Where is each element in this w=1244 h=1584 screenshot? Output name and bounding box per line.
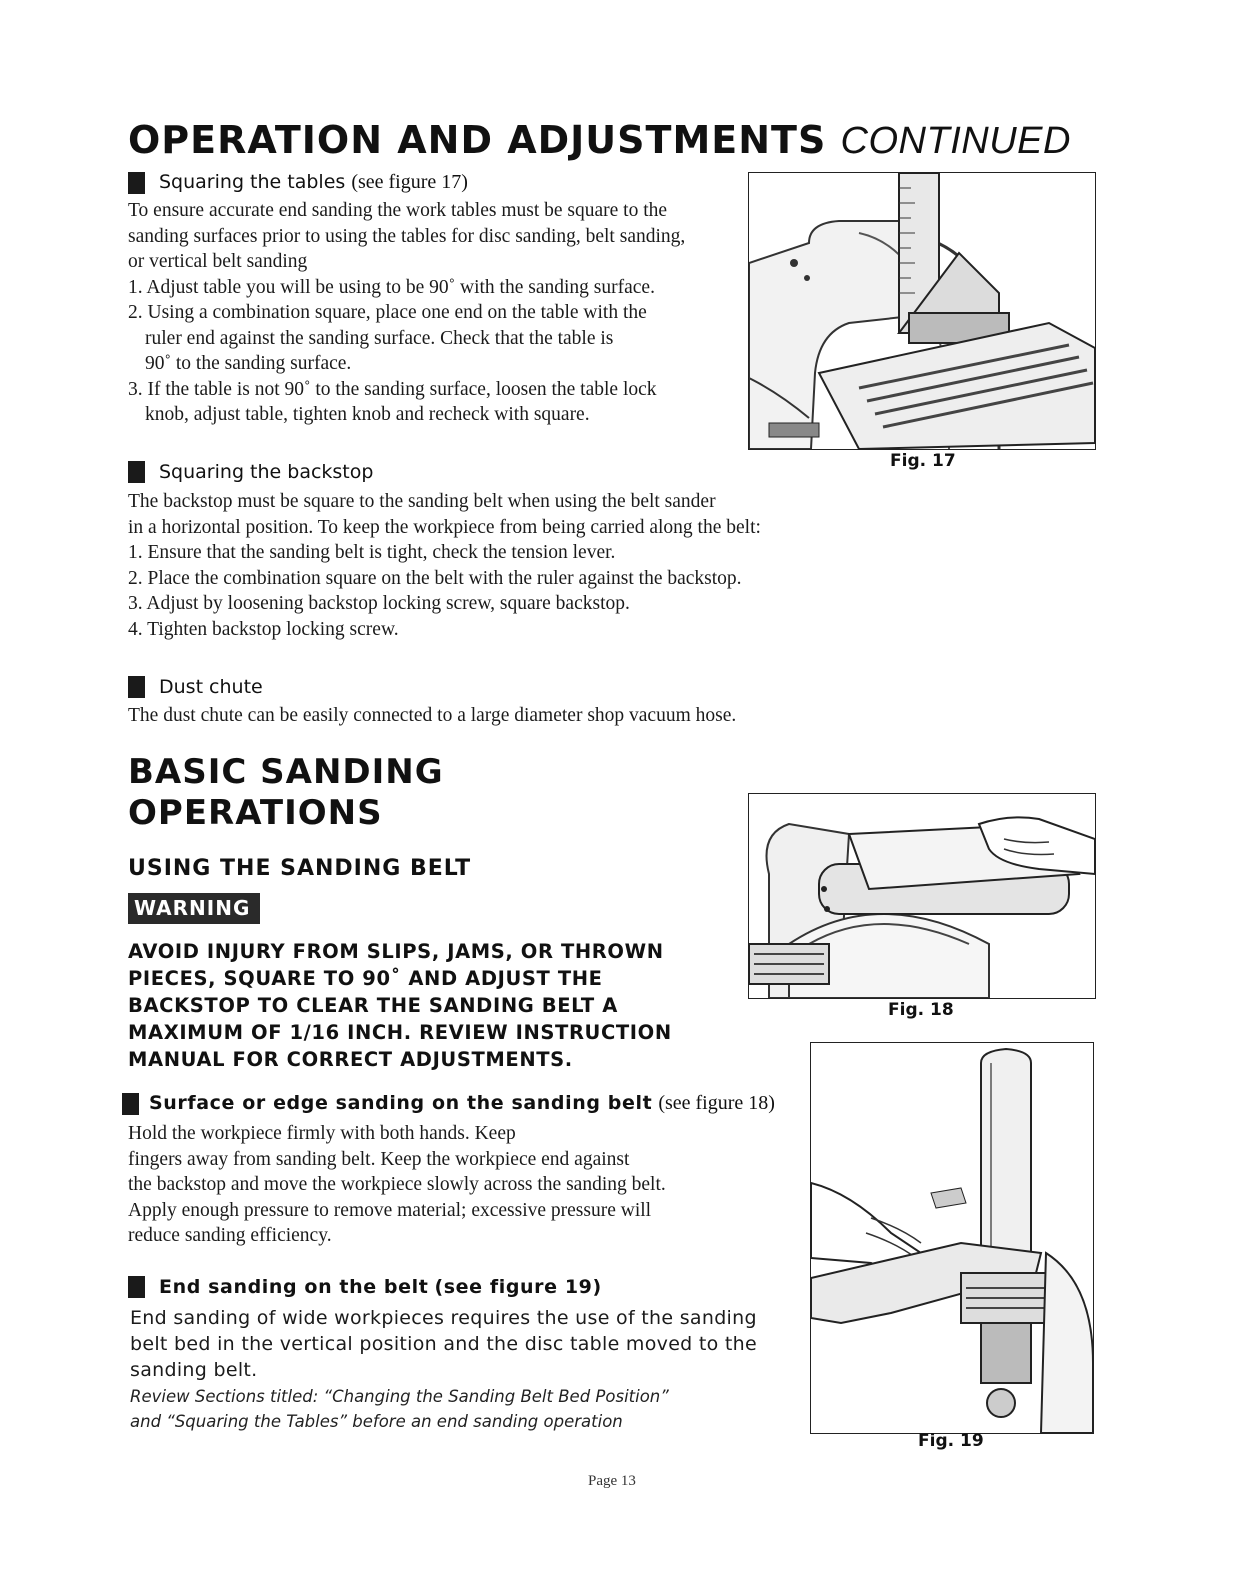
- text-line: in a horizontal position. To keep the workpiece from being carried along the belt:: [128, 516, 761, 538]
- section-bullet-icon: [128, 461, 145, 483]
- text-line: The backstop must be square to the sanding belt when using the belt sander: [128, 491, 716, 512]
- dust-chute-heading: Dust chute: [159, 676, 263, 698]
- end-sanding-note: [130, 1384, 790, 1434]
- squaring-backstop-text: [128, 489, 848, 642]
- text-line: Hold the workpiece firmly with both hands. Keep: [128, 1123, 516, 1144]
- note-line: Review Sections titled: “Changing the Sanding Belt Bed Position”: [130, 1387, 669, 1406]
- squaring-tables-figure-ref: (see figure 17): [351, 171, 468, 193]
- text-line: 4. Tighten backstop locking screw.: [128, 618, 399, 640]
- squaring-backstop-heading: Squaring the backstop: [159, 461, 374, 483]
- warning-line: BACKSTOP TO CLEAR THE SANDING BELT A: [128, 994, 618, 1017]
- text-line: 90˚ to the sanding surface.: [145, 353, 352, 374]
- squaring-tables-text: [128, 198, 748, 428]
- warning-line: MAXIMUM OF 1/16 INCH. REVIEW INSTRUCTION: [128, 1021, 672, 1044]
- section-bullet-icon: [122, 1093, 139, 1115]
- page-title: [128, 118, 1071, 163]
- text-line: 2. Place the combination square on the belt with the ruler against the backstop.: [128, 567, 742, 589]
- page-title-main: OPERATION AND ADJUSTMENTS: [128, 118, 827, 162]
- text-line: belt bed in the vertical position and the disc table moved to the: [130, 1333, 757, 1355]
- figure-18-image: [748, 793, 1096, 999]
- section-bullet-icon: [128, 676, 145, 698]
- section-bullet-icon: [128, 172, 145, 194]
- text-line: 1. Ensure that the sanding belt is tight, check the tension lever.: [128, 542, 616, 563]
- section-heading-squaring-backstop: [128, 461, 373, 483]
- surface-sanding-text: [128, 1121, 768, 1249]
- section-heading-dust-chute: [128, 676, 263, 698]
- end-sanding-text: [130, 1305, 790, 1383]
- text-line: the backstop and move the workpiece slowly across the sanding belt.: [128, 1174, 666, 1195]
- section-bullet-icon: [128, 1276, 145, 1298]
- subtitle-using-sanding-belt: USING THE SANDING BELT: [128, 856, 472, 881]
- warning-line: AVOID INJURY FROM SLIPS, JAMS, OR THROWN: [128, 940, 664, 963]
- warning-badge: WARNING: [128, 893, 260, 924]
- text-line: fingers away from sanding belt. Keep the workpiece end against: [128, 1148, 630, 1170]
- text-line: 1. Adjust table you will be using to be 90˚ with the sanding surface.: [128, 276, 655, 298]
- text-line: 3. Adjust by loosening backstop locking screw, square backstop.: [128, 593, 630, 614]
- surface-sanding-figure-ref: (see figure 18): [658, 1092, 775, 1114]
- dust-chute-text: The dust chute can be easily connected to a large diameter shop vacuum hose.: [128, 705, 737, 726]
- text-line: ruler end against the sanding surface. Check that the table is: [145, 327, 614, 349]
- page-number: Page 13: [588, 1473, 636, 1489]
- basic-title-line2: OPERATIONS: [128, 793, 383, 833]
- text-line: End sanding of wide workpieces requires the use of the sanding: [130, 1307, 757, 1329]
- text-line: 3. If the table is not 90˚ to the sanding surface, loosen the table lock: [128, 378, 657, 400]
- warning-line: MANUAL FOR CORRECT ADJUSTMENTS.: [128, 1048, 573, 1071]
- section-title-basic-sanding: [128, 752, 444, 834]
- section-heading-squaring-tables: [128, 171, 468, 194]
- figure-19-caption: Fig. 19: [918, 1431, 984, 1451]
- text-line: Apply enough pressure to remove material; excessive pressure will: [128, 1199, 652, 1221]
- end-sanding-figure-ref: (see figure 19): [434, 1276, 602, 1298]
- text-line: reduce sanding efficiency.: [128, 1225, 332, 1246]
- figure-17-caption: Fig. 17: [890, 451, 956, 471]
- text-line: sanding belt.: [130, 1359, 258, 1381]
- note-line: and “Squaring the Tables” before an end sanding operation: [130, 1412, 623, 1431]
- section-heading-end-sanding: [128, 1276, 602, 1298]
- figure-18-caption: Fig. 18: [888, 1000, 954, 1020]
- squaring-tables-heading: Squaring the tables: [159, 171, 346, 193]
- surface-sanding-heading: Surface or edge sanding on the sanding belt: [149, 1092, 653, 1114]
- end-sanding-heading: End sanding on the belt: [159, 1276, 429, 1298]
- page-title-continued: CONTINUED: [840, 120, 1071, 162]
- text-line: 2. Using a combination square, place one end on the table with the: [128, 302, 647, 323]
- text-line: knob, adjust table, tighten knob and recheck with square.: [145, 404, 590, 425]
- text-line: To ensure accurate end sanding the work tables must be square to the: [128, 200, 668, 221]
- text-line: sanding surfaces prior to using the tables for disc sanding, belt sanding,: [128, 225, 686, 247]
- warning-text: [128, 938, 748, 1073]
- warning-line: PIECES, SQUARE TO 90˚ AND ADJUST THE: [128, 967, 603, 990]
- figure-17-image: [748, 172, 1096, 450]
- text-line: or vertical belt sanding: [128, 251, 308, 272]
- section-heading-surface-sanding: [122, 1092, 775, 1115]
- figure-19-image: [810, 1042, 1094, 1434]
- basic-title-line1: BASIC SANDING: [128, 752, 444, 792]
